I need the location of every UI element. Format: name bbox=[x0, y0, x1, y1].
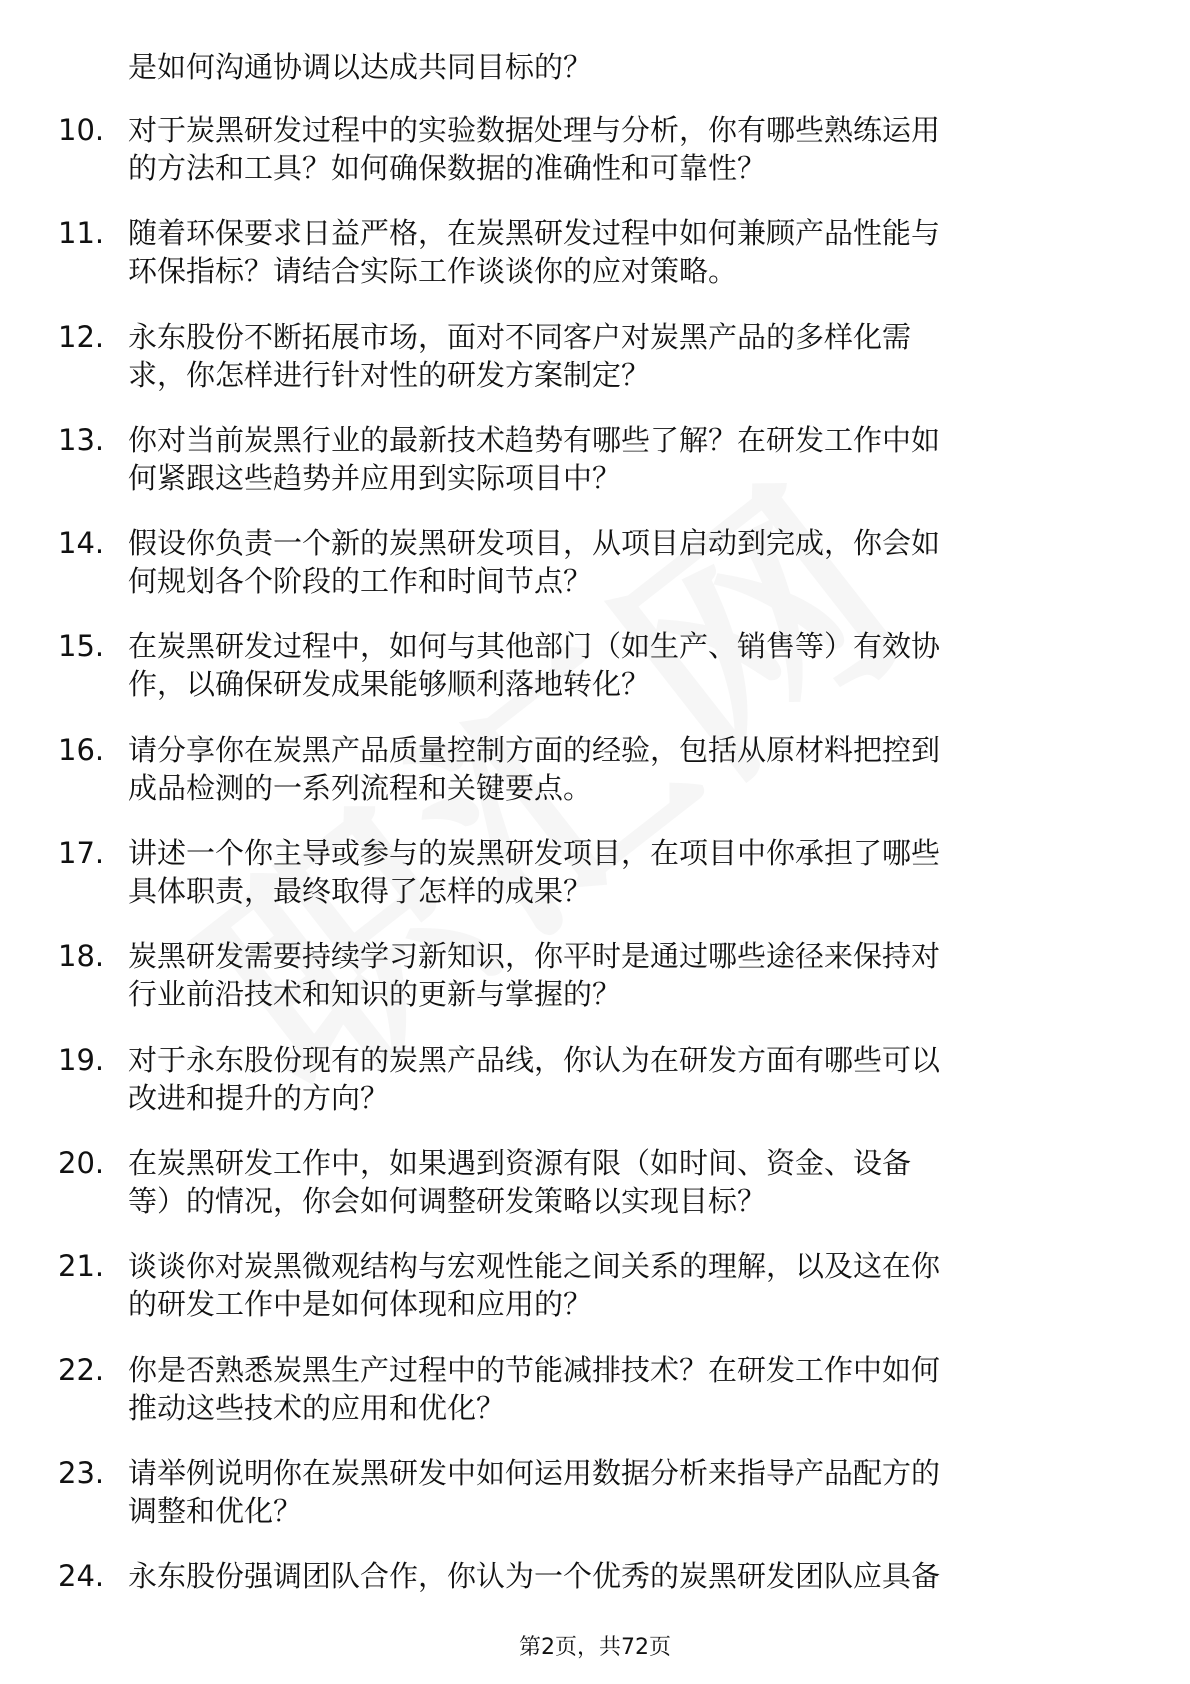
question-line: 的研发工作中是如何体现和应用的？ bbox=[128, 1287, 593, 1322]
question-line: 作，以确保研发成果能够顺利落地转化？ bbox=[128, 667, 651, 702]
question-line: 随着环保要求日益严格，在炭黑研发过程中如何兼顾产品性能与 bbox=[128, 216, 941, 251]
question-line: 谈谈你对炭黑微观结构与宏观性能之间关系的理解，以及这在你 bbox=[128, 1249, 941, 1284]
question-line: 求，你怎样进行针对性的研发方案制定？ bbox=[128, 357, 651, 392]
question-item bbox=[0, 731, 1190, 834]
question-number: 20. bbox=[58, 1145, 105, 1180]
question-number: 17. bbox=[58, 836, 105, 871]
page-footer: 第2页，共72页 bbox=[519, 1635, 671, 1660]
question-line: 对于永东股份现有的炭黑产品线，你认为在研发方面有哪些可以 bbox=[128, 1042, 941, 1077]
question-item bbox=[0, 214, 1190, 317]
question-number: 24. bbox=[58, 1559, 105, 1594]
question-number: 12. bbox=[58, 319, 105, 354]
question-line: 成品检测的一系列流程和关键要点。 bbox=[128, 770, 593, 805]
question-line: 对于炭黑研发过程中的实验数据处理与分析，你有哪些熟练运用 bbox=[128, 113, 941, 147]
question-number: 23. bbox=[58, 1455, 105, 1490]
question-line: 行业前沿技术和知识的更新与掌握的？ bbox=[128, 977, 622, 1012]
question-number: 22. bbox=[58, 1352, 105, 1387]
question-number: 15. bbox=[58, 629, 105, 664]
question-text bbox=[128, 627, 1108, 703]
question-number: 14. bbox=[58, 526, 105, 561]
question-number: 13. bbox=[58, 422, 105, 457]
question-line: 讲述一个你主导或参与的炭黑研发项目，在项目中你承担了哪些 bbox=[128, 836, 941, 871]
question-number: 11. bbox=[58, 216, 105, 251]
question-text bbox=[128, 937, 1108, 1013]
question-number: 18. bbox=[58, 939, 105, 974]
question-item bbox=[0, 524, 1190, 627]
question-item bbox=[0, 318, 1190, 421]
question-text bbox=[128, 1144, 1108, 1220]
question-number: 19. bbox=[58, 1042, 105, 1077]
question-line: 在炭黑研发过程中，如何与其他部门（如生产、销售等）有效协 bbox=[128, 629, 941, 664]
question-item bbox=[0, 1454, 1190, 1557]
question-text bbox=[128, 1454, 1108, 1530]
question-item bbox=[0, 627, 1190, 730]
question-text bbox=[128, 318, 1108, 394]
question-line: 永东股份强调团队合作，你认为一个优秀的炭黑研发团队应具备 bbox=[128, 1559, 941, 1594]
question-item bbox=[0, 111, 1190, 214]
question-number: 16. bbox=[58, 732, 105, 767]
question-line: 永东股份不断拓展市场，面对不同客户对炭黑产品的多样化需 bbox=[128, 319, 912, 354]
question-line: 等）的情况，你会如何调整研发策略以实现目标？ bbox=[128, 1183, 767, 1218]
question-line: 改进和提升的方向？ bbox=[128, 1080, 390, 1115]
question-line: 你是否熟悉炭黑生产过程中的节能减排技术？在研发工作中如何 bbox=[128, 1352, 941, 1387]
question-line: 在炭黑研发工作中，如果遇到资源有限（如时间、资金、设备 bbox=[128, 1145, 912, 1180]
question-item bbox=[0, 1041, 1190, 1144]
continuation-text: 是如何沟通协调以达成共同目标的？ bbox=[128, 50, 593, 84]
question-item bbox=[0, 834, 1190, 937]
question-text bbox=[128, 834, 1108, 910]
question-text bbox=[128, 524, 1108, 600]
question-line: 环保指标？请结合实际工作谈谈你的应对策略。 bbox=[128, 254, 738, 289]
question-item bbox=[0, 1247, 1190, 1350]
question-line: 调整和优化？ bbox=[128, 1493, 303, 1528]
question-text bbox=[128, 1351, 1108, 1427]
question-text bbox=[128, 111, 1108, 187]
question-line: 何规划各个阶段的工作和时间节点？ bbox=[128, 564, 593, 599]
question-line: 具体职责，最终取得了怎样的成果？ bbox=[128, 874, 593, 909]
question-text bbox=[128, 731, 1108, 807]
question-list bbox=[0, 111, 1190, 1660]
question-text bbox=[128, 214, 1108, 290]
question-line: 炭黑研发需要持续学习新知识，你平时是通过哪些途径来保持对 bbox=[128, 939, 941, 974]
question-item bbox=[0, 1351, 1190, 1454]
question-line: 推动这些技术的应用和优化？ bbox=[128, 1390, 506, 1425]
question-line: 你对当前炭黑行业的最新技术趋势有哪些了解？在研发工作中如 bbox=[128, 422, 941, 457]
question-text bbox=[128, 1247, 1108, 1323]
question-text bbox=[128, 1041, 1108, 1117]
question-text bbox=[128, 1557, 1108, 1595]
question-number: 10. bbox=[58, 113, 105, 147]
question-text bbox=[128, 421, 1108, 497]
question-line: 的方法和工具？如何确保数据的准确性和可靠性？ bbox=[128, 151, 767, 185]
question-line: 假设你负责一个新的炭黑研发项目，从项目启动到完成，你会如 bbox=[128, 526, 941, 561]
question-line: 请分享你在炭黑产品质量控制方面的经验，包括从原材料把控到 bbox=[128, 732, 941, 767]
question-item bbox=[0, 1144, 1190, 1247]
question-item bbox=[0, 421, 1190, 524]
question-line: 何紧跟这些趋势并应用到实际项目中？ bbox=[128, 460, 622, 495]
question-item bbox=[0, 937, 1190, 1040]
question-line: 请举例说明你在炭黑研发中如何运用数据分析来指导产品配方的 bbox=[128, 1455, 941, 1490]
question-number: 21. bbox=[58, 1249, 105, 1284]
